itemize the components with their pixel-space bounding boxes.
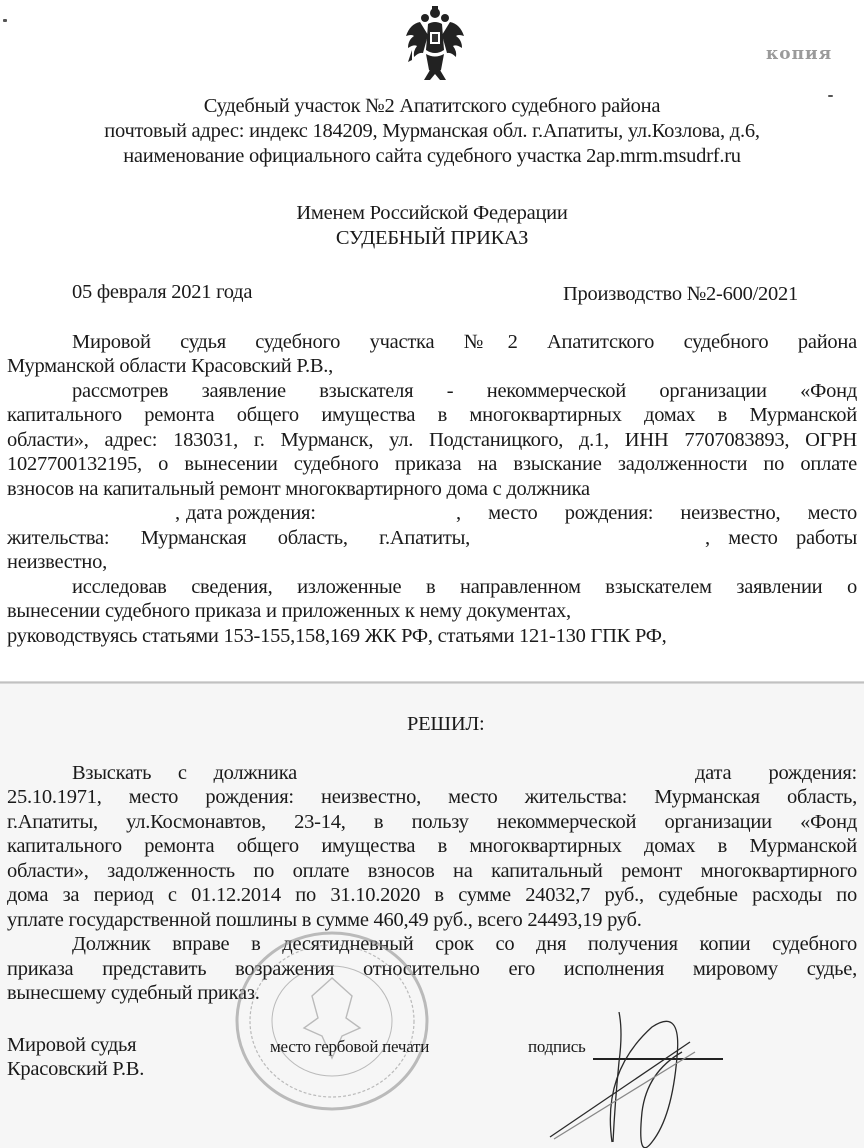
decision-line: вынесшему судебный приказ. — [7, 982, 260, 1004]
document-date: 05 февраля 2021 года — [72, 281, 253, 303]
birth-place-text: , место рождения: неизвестно, место — [456, 502, 857, 524]
copy-stamp: копия — [766, 44, 833, 64]
body-line: руководствуясь статьями 153-155,158,169 ЖК РФ, статьями 121-130 ГПК РФ, — [7, 625, 667, 647]
case-number: Производство №2-600/2021 — [563, 283, 799, 305]
body-line: рассмотрев заявление взыскателя - некоммерческой организации «Фонд — [72, 380, 857, 402]
document-title: СУДЕБНЫЙ ПРИКАЗ — [335, 227, 529, 249]
body-line: Мурманской области Красовский Р.В., — [7, 355, 334, 377]
body-line: Мировой судья судебного участка №2 Апатитского судебного района — [72, 331, 857, 353]
court-address: почтовый адрес: индекс 184209, Мурманская обл. г.Апатиты, ул.Козлова, д.6, — [104, 120, 760, 142]
seal-place-label: место гербовой печати — [270, 1037, 430, 1056]
scan-speck — [3, 19, 7, 22]
decision-line: области», задолженность по оплате взносов на капитальный ремонт многоквартирного — [7, 860, 857, 882]
body-line: вынесении судебного приказа и приложенных к нему документах, — [7, 600, 571, 622]
body-line: области», адрес: 183031, г. Мурманск, ул. Подстаницкого, д.1, ИНН 7707083893, ОГРН — [7, 429, 857, 451]
decision-line: 25.10.1971, место рождения: неизвестно, место жительства: Мурманская область, — [7, 786, 857, 808]
debtor-redacted-comma: , — [175, 502, 180, 524]
decision-line: дома за период с 01.12.2014 по 31.10.2020 в сумме 24032,7 руб., судебные расходы по — [7, 884, 857, 906]
judge-title: Мировой судья — [7, 1034, 137, 1056]
decision-line: уплате государственной пошлины в сумме 460,49 руб., всего 24493,19 руб. — [7, 909, 642, 931]
decision-line: г.Апатиты, ул.Космонавтов, 23-14, в пользу некоммерческой организации «Фонд — [7, 811, 857, 833]
body-line: взносов на капитальный ремонт многоквартирного дома с должника — [7, 478, 590, 500]
debtor-birth-label: дата рождения: — [695, 762, 857, 784]
coat-of-arms-emblem — [404, 4, 466, 84]
collect-from-debtor: Взыскать с должника — [72, 762, 297, 784]
court-name: Судебный участок №2 Апатитского судебного района — [203, 95, 661, 117]
decision-heading: РЕШИЛ: — [407, 713, 485, 735]
in-the-name-of: Именем Российской Федерации — [296, 202, 568, 224]
body-line: неизвестно, — [7, 551, 107, 573]
birth-date-label: дата рождения: — [186, 502, 316, 524]
signature-label: подпись — [528, 1037, 586, 1056]
body-line: капитального ремонта общего имущества в многоквартирных домах в Мурманской — [7, 404, 857, 426]
decision-line: капитального ремонта общего имущества в многоквартирных домах в Мурманской — [7, 835, 857, 857]
body-line: 1027700132195, о вынесении судебного приказа на взыскание задолженности по оплате — [7, 453, 857, 475]
residence-text: жительства: Мурманская область, г.Апатиты, — [7, 527, 470, 549]
handwritten-signature — [540, 1012, 710, 1148]
court-website: наименование официального сайта судебного участка 2ap.mrm.msudrf.ru — [123, 145, 741, 167]
decision-line: Должник вправе в десятидневный срок со дня получения копии судебного — [72, 933, 857, 955]
official-seal — [233, 930, 431, 1112]
workplace-text: , место работы — [705, 527, 857, 549]
body-line: исследовав сведения, изложенные в направленном взыскателем заявлении о — [72, 576, 857, 598]
decision-line: приказа представить возражения относительно его исполнения мировому судье, — [7, 958, 857, 980]
judge-name: Красовский Р.В. — [7, 1058, 145, 1080]
paper-fold-crease — [0, 681, 864, 684]
